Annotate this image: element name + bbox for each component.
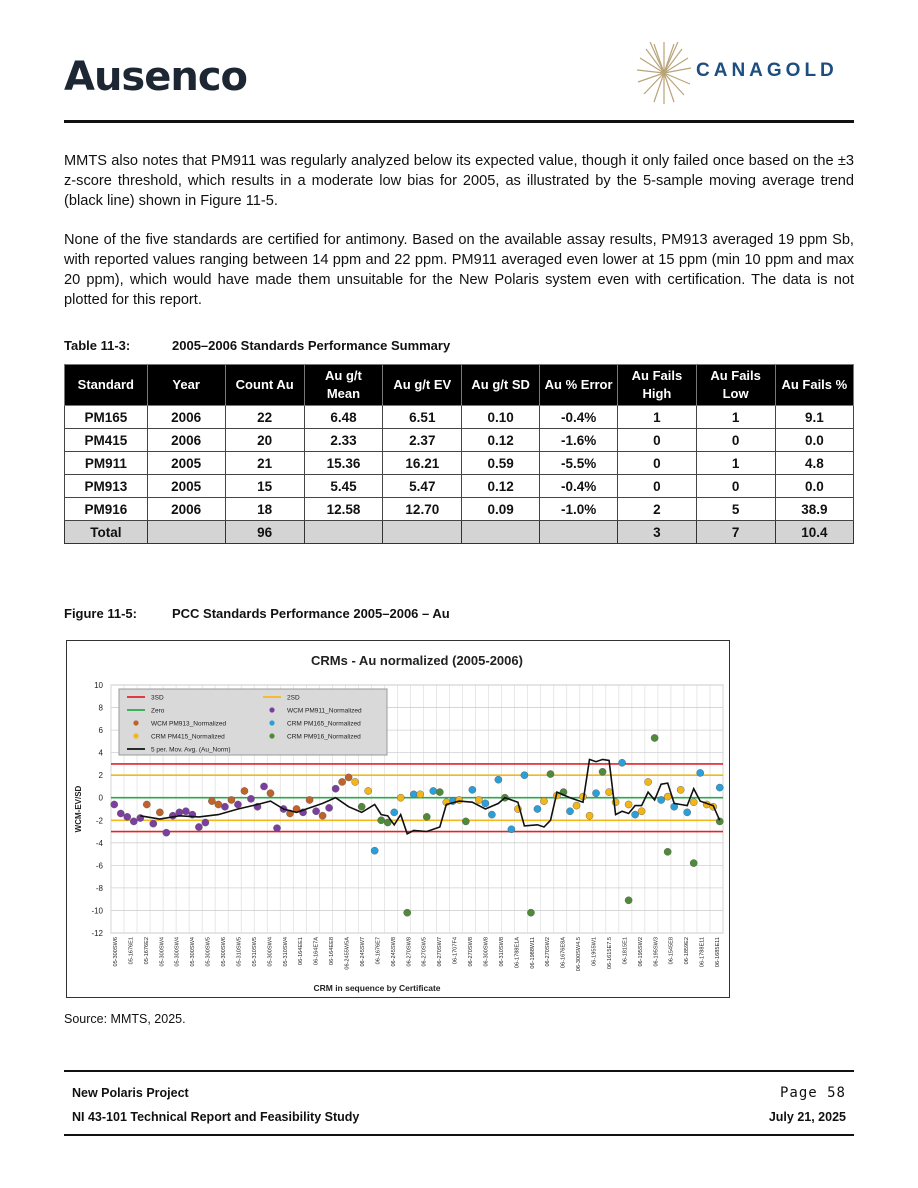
x-tick-label: 05-300SW4 — [267, 937, 274, 967]
data-point — [339, 778, 346, 785]
data-point — [697, 769, 704, 776]
column-header: Au g/t Mean — [304, 365, 383, 406]
y-tick-label: 6 — [98, 726, 103, 736]
data-point — [319, 812, 326, 819]
data-point — [326, 804, 333, 811]
data-point — [221, 803, 228, 810]
table-row — [65, 475, 854, 498]
table-cell: 0.0 — [775, 429, 853, 452]
data-point — [247, 795, 254, 802]
data-point — [527, 909, 534, 916]
x-axis-label: CRM in sequence by Certificate — [313, 983, 441, 993]
table-cell: PM913 — [65, 475, 148, 498]
footer-page-number: Page 58 — [779, 1085, 846, 1101]
table-cell: 2.37 — [383, 429, 462, 452]
data-point — [241, 787, 248, 794]
data-point — [508, 826, 515, 833]
table-total-cell — [304, 521, 383, 544]
data-point — [690, 860, 697, 867]
data-point — [645, 778, 652, 785]
table-cell: 0 — [696, 429, 775, 452]
data-point — [677, 786, 684, 793]
x-tick-label: 06-300SW4.5 — [576, 937, 583, 972]
table-cell: -0.4% — [539, 406, 617, 429]
y-tick-label: -6 — [95, 861, 103, 871]
data-point — [228, 796, 235, 803]
au-normalized-chart — [67, 641, 729, 997]
table-total-row — [65, 521, 854, 544]
y-tick-label: -2 — [95, 816, 103, 826]
data-point — [208, 798, 215, 805]
data-point — [130, 818, 137, 825]
data-point — [599, 768, 606, 775]
data-point — [540, 798, 547, 805]
data-point — [111, 801, 118, 808]
data-point — [521, 772, 528, 779]
table-total-cell: 7 — [696, 521, 775, 544]
data-point — [215, 801, 222, 808]
y-tick-label: 0 — [98, 793, 103, 803]
y-tick-label: -4 — [95, 838, 103, 848]
x-tick-label: 06-1707F4 — [452, 937, 459, 965]
data-point — [664, 848, 671, 855]
y-tick-label: 4 — [98, 748, 103, 758]
x-tick-label: 06-2455W5A — [344, 937, 351, 970]
x-tick-label: 05-1676E1 — [128, 937, 135, 965]
table-cell: 15 — [225, 475, 304, 498]
column-header: Au g/t SD — [462, 365, 540, 406]
data-point — [430, 787, 437, 794]
x-tick-label: 06-270SW8 — [468, 937, 475, 967]
data-point — [664, 793, 671, 800]
data-point — [658, 796, 665, 803]
table-cell: 9.1 — [775, 406, 853, 429]
x-tick-label: 06-1615E7.5 — [606, 937, 613, 970]
y-axis-label: WCM-EV/SD — [74, 785, 83, 833]
data-point — [404, 909, 411, 916]
x-tick-label: 06-270SW2 — [545, 937, 552, 967]
data-point — [365, 787, 372, 794]
x-tick-label: 06-1815E1 — [622, 937, 629, 965]
x-tick-label: 05-1676E2 — [143, 937, 150, 965]
x-tick-label: 06-245SW7 — [359, 937, 366, 967]
x-tick-label: 05-300SW6 — [221, 937, 228, 967]
legend-label: Zero — [151, 707, 165, 715]
table-cell: 0 — [618, 475, 696, 498]
x-tick-label: 06-310SW8 — [498, 937, 505, 967]
table-cell: 0.59 — [462, 452, 540, 475]
table-cell: -0.4% — [539, 475, 617, 498]
data-point — [124, 813, 131, 820]
chart-title: CRMs - Au normalized (2005-2006) — [311, 653, 523, 668]
footer-rule-bottom — [64, 1134, 854, 1136]
footer-date: July 21, 2025 — [768, 1110, 846, 1124]
ausenco-logo: Ausenco — [64, 54, 248, 100]
table-cell: 6.48 — [304, 406, 383, 429]
data-point — [547, 770, 554, 777]
data-point — [638, 808, 645, 815]
x-tick-label: 05-300SW6 — [113, 937, 119, 967]
paragraph-2: None of the five standards are certified for antimony. Based on the available assay results, PM913 averaged 19 ppm Sb, with reported values ranging between 14 ppm and 22 ppm. PM911 averaged even lower at 15 ppm (min 10 ppm and max 20 ppm), which would have made them unsuitable for the New Polaris system even with certification. The data is not plotted for this report. — [64, 232, 854, 308]
x-tick-label: 06-1676E7 — [375, 937, 382, 965]
x-tick-label: 05-300SW4 — [174, 937, 181, 967]
column-header: Year — [147, 365, 225, 406]
table-total-cell: 10.4 — [775, 521, 853, 544]
data-point — [260, 783, 267, 790]
column-header: Au g/t EV — [383, 365, 462, 406]
data-point — [352, 778, 359, 785]
data-point — [495, 776, 502, 783]
table-cell: -5.5% — [539, 452, 617, 475]
table-cell: PM165 — [65, 406, 148, 429]
x-tick-label: 06-195SW3 — [653, 937, 660, 967]
data-point — [716, 784, 723, 791]
data-point — [358, 803, 365, 810]
data-point — [345, 774, 352, 781]
table-cell: 38.9 — [775, 498, 853, 521]
table-cell: 0.12 — [462, 429, 540, 452]
x-tick-label: 05-310SW5 — [236, 937, 243, 967]
table-cell: 22 — [225, 406, 304, 429]
data-point — [306, 796, 313, 803]
x-tick-label: 06-1788E1A — [514, 937, 521, 969]
data-point — [475, 796, 482, 803]
legend-label: WCM PM913_Normalized — [151, 720, 227, 728]
x-tick-label: 05-300SW4 — [190, 937, 197, 967]
data-point — [417, 791, 424, 798]
y-tick-label: -8 — [95, 883, 103, 893]
table-cell: 2006 — [147, 498, 225, 521]
table-cell: 0.0 — [775, 475, 853, 498]
x-tick-label: 06-164EE1 — [298, 937, 305, 965]
data-point — [117, 810, 124, 817]
data-point — [488, 811, 495, 818]
y-tick-label: 2 — [98, 771, 103, 781]
table-cell: 5 — [696, 498, 775, 521]
x-tick-label: 06-270SW8 — [406, 937, 413, 967]
table-cell: 12.70 — [383, 498, 462, 521]
table-total-cell — [383, 521, 462, 544]
data-point — [573, 802, 580, 809]
legend-swatch — [269, 720, 274, 725]
data-point — [618, 759, 625, 766]
chart-frame — [66, 640, 730, 998]
footer-report: NI 43-101 Technical Report and Feasibility Study — [72, 1110, 360, 1124]
x-tick-label: 06-1545E8 — [668, 937, 675, 965]
legend-label: 5 per. Mov. Avg. (Au_Norm) — [151, 746, 231, 754]
data-point — [625, 897, 632, 904]
data-point — [267, 790, 274, 797]
y-tick-label: -10 — [91, 906, 103, 916]
table-cell: PM916 — [65, 498, 148, 521]
legend-label: 3SD — [151, 694, 164, 702]
table-total-cell: Total — [65, 521, 148, 544]
data-point — [143, 801, 150, 808]
table-cell: 5.45 — [304, 475, 383, 498]
table-cell: 0 — [618, 429, 696, 452]
table-cell: 21 — [225, 452, 304, 475]
column-header: Au Fails High — [618, 365, 696, 406]
table-caption: Table 11-3: 2005–2006 Standards Performance Summary — [64, 338, 451, 353]
x-tick-label: 06-164E7A — [313, 937, 320, 965]
table-row — [65, 452, 854, 475]
data-point — [202, 819, 209, 826]
data-point — [273, 825, 280, 832]
data-point — [651, 734, 658, 741]
table-cell: 1 — [618, 406, 696, 429]
x-tick-label: 06-1685E11 — [715, 937, 721, 968]
data-point — [592, 790, 599, 797]
data-point — [436, 788, 443, 795]
canagold-logo: CANAGOLD — [636, 40, 856, 106]
table-cell: 2006 — [147, 406, 225, 429]
data-point — [482, 800, 489, 807]
footer-rule-top — [64, 1070, 854, 1072]
legend-label: CRM PM415_Normalized — [151, 733, 225, 741]
legend-swatch — [269, 707, 274, 712]
table-cell: 2.33 — [304, 429, 383, 452]
x-tick-label: 05-310SW5 — [251, 937, 258, 967]
table-total-cell — [147, 521, 225, 544]
data-point — [176, 809, 183, 816]
x-tick-label: 06-1955W1 — [591, 937, 598, 966]
data-point — [234, 801, 241, 808]
x-tick-label: 06-270SW5 — [421, 937, 428, 967]
table-total-cell — [462, 521, 540, 544]
x-tick-label: 05-310SW4 — [282, 937, 289, 967]
column-header: Standard — [65, 365, 148, 406]
x-tick-label: 06-1788E11 — [699, 937, 706, 968]
table-cell: -1.0% — [539, 498, 617, 521]
table-cell: 4.8 — [775, 452, 853, 475]
x-tick-label: 06-270SW7 — [437, 937, 444, 967]
legend-swatch — [269, 733, 274, 738]
y-tick-label: 10 — [94, 681, 103, 690]
legend-label: CRM PM916_Normalized — [287, 733, 361, 741]
table-cell: 0 — [696, 475, 775, 498]
table-cell: 16.21 — [383, 452, 462, 475]
data-point — [182, 808, 189, 815]
figure-caption: Figure 11-5: PCC Standards Performance 2005–2006 – Au — [64, 606, 450, 621]
data-point — [397, 794, 404, 801]
sunburst-icon — [636, 40, 696, 106]
table-cell: -1.6% — [539, 429, 617, 452]
data-point — [690, 799, 697, 806]
table-total-cell — [539, 521, 617, 544]
data-point — [625, 801, 632, 808]
figure-source: Source: MMTS, 2025. — [64, 1012, 186, 1026]
data-point — [391, 809, 398, 816]
data-point — [312, 808, 319, 815]
table-row — [65, 429, 854, 452]
column-header: Au Fails Low — [696, 365, 775, 406]
data-point — [371, 847, 378, 854]
data-point — [195, 823, 202, 830]
table-row — [65, 406, 854, 429]
data-point — [469, 786, 476, 793]
x-tick-label: 06-164EE8 — [329, 937, 336, 965]
table-cell: 1 — [696, 406, 775, 429]
table-cell: 2005 — [147, 452, 225, 475]
table-header-row — [65, 365, 854, 406]
table-cell: 5.47 — [383, 475, 462, 498]
data-point — [684, 809, 691, 816]
data-point — [566, 808, 573, 815]
y-tick-label: 8 — [98, 703, 103, 713]
table-cell: 0.12 — [462, 475, 540, 498]
x-tick-label: 06-1988W11 — [529, 937, 536, 969]
table-cell: 6.51 — [383, 406, 462, 429]
column-header: Au % Error — [539, 365, 617, 406]
column-header: Count Au — [225, 365, 304, 406]
data-point — [632, 811, 639, 818]
standards-table — [64, 364, 854, 544]
x-tick-label: 06-1676E8A — [560, 937, 567, 969]
x-tick-label: 05-300SW4 — [159, 937, 166, 967]
legend-label: 2SD — [287, 694, 300, 702]
table-cell: 15.36 — [304, 452, 383, 475]
table-cell: 0 — [618, 452, 696, 475]
table-row — [65, 498, 854, 521]
data-point — [605, 788, 612, 795]
table-cell: PM415 — [65, 429, 148, 452]
x-tick-label: 06-300SW8 — [483, 937, 490, 967]
x-tick-label: 05-300SW5 — [205, 937, 212, 967]
legend-label: WCM PM911_Normalized — [287, 707, 362, 715]
table-cell: PM911 — [65, 452, 148, 475]
data-point — [163, 829, 170, 836]
table-cell: 18 — [225, 498, 304, 521]
paragraph-1: MMTS also notes that PM911 was regularly analyzed below its expected value, though it only failed once based on the ±3 z-score threshold, which results in a moderate low bias for 2005, as illustrated by the 5-sample moving average trend (black line) shown in Figure 11-5. — [64, 153, 854, 209]
header-rule — [64, 120, 854, 123]
data-point — [423, 813, 430, 820]
table-cell: 0.09 — [462, 498, 540, 521]
table-cell: 2 — [618, 498, 696, 521]
table-cell: 12.58 — [304, 498, 383, 521]
data-point — [150, 820, 157, 827]
data-point — [332, 785, 339, 792]
table-cell: 20 — [225, 429, 304, 452]
x-tick-label: 06-1859E2 — [684, 937, 691, 965]
legend-swatch — [133, 733, 138, 738]
table-total-cell: 3 — [618, 521, 696, 544]
table-cell: 2006 — [147, 429, 225, 452]
x-tick-label: 06-245SW8 — [390, 937, 397, 967]
table-cell: 0.10 — [462, 406, 540, 429]
table-cell: 2005 — [147, 475, 225, 498]
data-point — [410, 791, 417, 798]
data-point — [378, 817, 385, 824]
data-point — [534, 805, 541, 812]
x-tick-label: 06-195SW2 — [637, 937, 644, 967]
column-header: Au Fails % — [775, 365, 853, 406]
y-tick-label: -12 — [91, 929, 103, 938]
table-cell: 1 — [696, 452, 775, 475]
data-point — [156, 809, 163, 816]
legend-swatch — [133, 720, 138, 725]
footer-project: New Polaris Project — [72, 1086, 189, 1100]
data-point — [462, 818, 469, 825]
data-point — [586, 812, 593, 819]
table-total-cell: 96 — [225, 521, 304, 544]
legend-label: CRM PM165_Normalized — [287, 720, 361, 728]
